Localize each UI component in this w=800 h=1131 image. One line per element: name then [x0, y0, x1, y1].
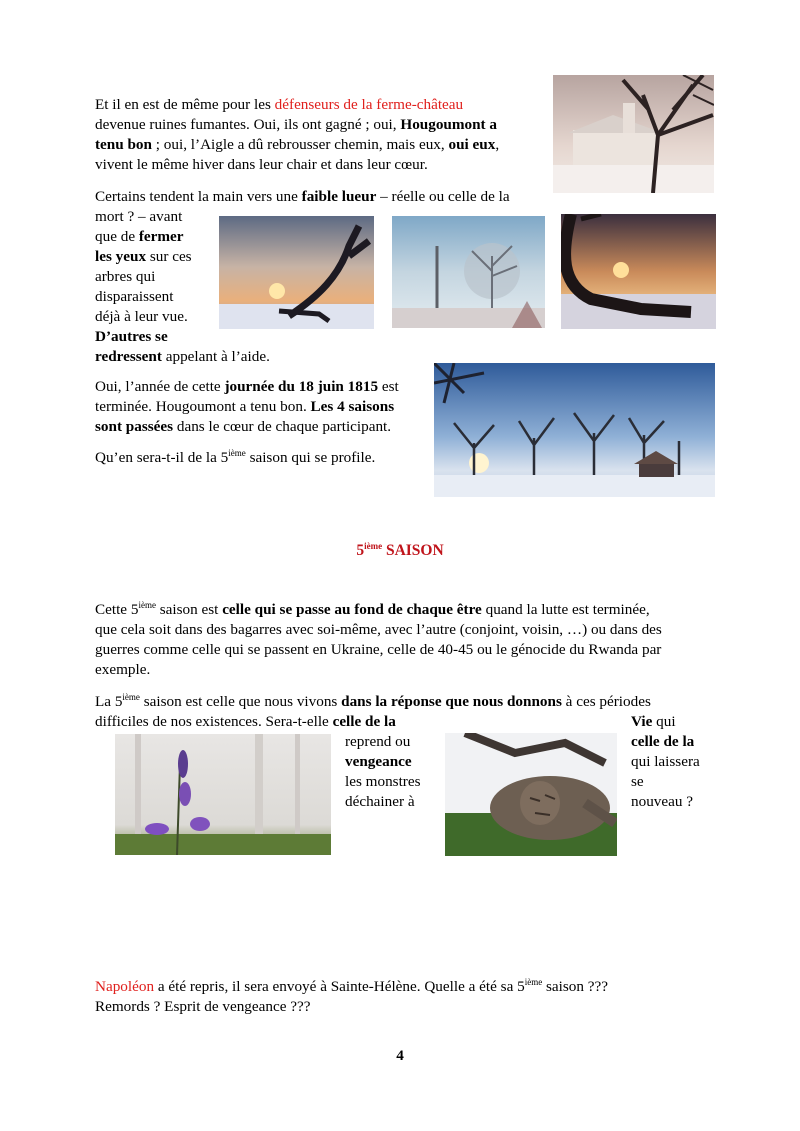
paragraph-defenders: Et il en est de même pour les défenseurs de la ferme-château devenue ruines fumantes. Oui, ils ont gagné ; oui, Hougoumont a tenu bon ; oui, l’Aigle a dû rebrousser chemin, mais eux, oui eux, vivent le même hiver dans leur chair et dans leur cœur. [95, 96, 500, 173]
paragraph-question-5e-saison: Qu’en sera-t-il de la 5ième saison qui se profile. [95, 447, 376, 466]
red-phrase-defenseurs: défenseurs de la ferme-château [274, 96, 464, 113]
paragraph-faible-lueur-line1: Certains tendent la main vers une faible lueur – réelle ou celle de la [95, 188, 510, 205]
paragraph-reponse-line2: difficiles de nos existences. Sera-t-elle celle de la [95, 713, 396, 730]
photo-tree-face [445, 733, 617, 856]
paragraph-fond-de-chaque-etre: Cette 5ième saison est celle qui se passe au fond de chaque être quand la lutte est terminée, que cela soit dans des bagarres avec soi-même, avec l’autre (conjoint, voisin, …) ou dans des guerres comme celle qui se passent en Ukraine, celle de 40-45 ou le génocide du Rwanda par exemple. [95, 599, 662, 678]
photo-foggy-tree [392, 216, 545, 328]
paragraph-18-juin: Oui, l’année de cette journée du 18 juin 1815 est terminée. Hougoumont a tenu bon. Les 4 saisons sont passées dans le cœur de chaque participant. [95, 378, 399, 435]
paragraph-napoleon: Napoléon a été repris, il sera envoyé à Sainte-Hélène. Quelle a été sa 5ième saison ??? Remords ? Esprit de vengeance ??? [95, 976, 608, 1015]
paragraph-faible-lueur-column: mort ? – avant que de fermer les yeux sur ces arbres qui disparaissent déjà à leur vue. D’autres se [95, 208, 192, 345]
photo-sunset-tree [219, 216, 374, 329]
red-word-napoleon: Napoléon [95, 978, 155, 995]
paragraph-reponse-right-col: Vie qui celle de la qui laissera se nouveau ? [631, 713, 700, 810]
photo-winter-trees [434, 363, 715, 497]
photo-bluebell-flower [115, 734, 331, 855]
page-number: 4 [396, 1047, 404, 1064]
photo-snowy-chapel [553, 75, 714, 193]
paragraph-reponse: La 5ième saison est celle que nous vivons dans la réponse que nous donnons à ces périodes [95, 691, 651, 710]
paragraph-faible-lueur-end: redressent appelant à l’aide. [95, 348, 270, 365]
paragraph-reponse-mid-col: reprend ou vengeance les monstres déchainer à [345, 733, 421, 810]
photo-sunset-trunk [561, 214, 716, 329]
section-heading-5e-saison: 5ième SAISON [356, 540, 444, 559]
